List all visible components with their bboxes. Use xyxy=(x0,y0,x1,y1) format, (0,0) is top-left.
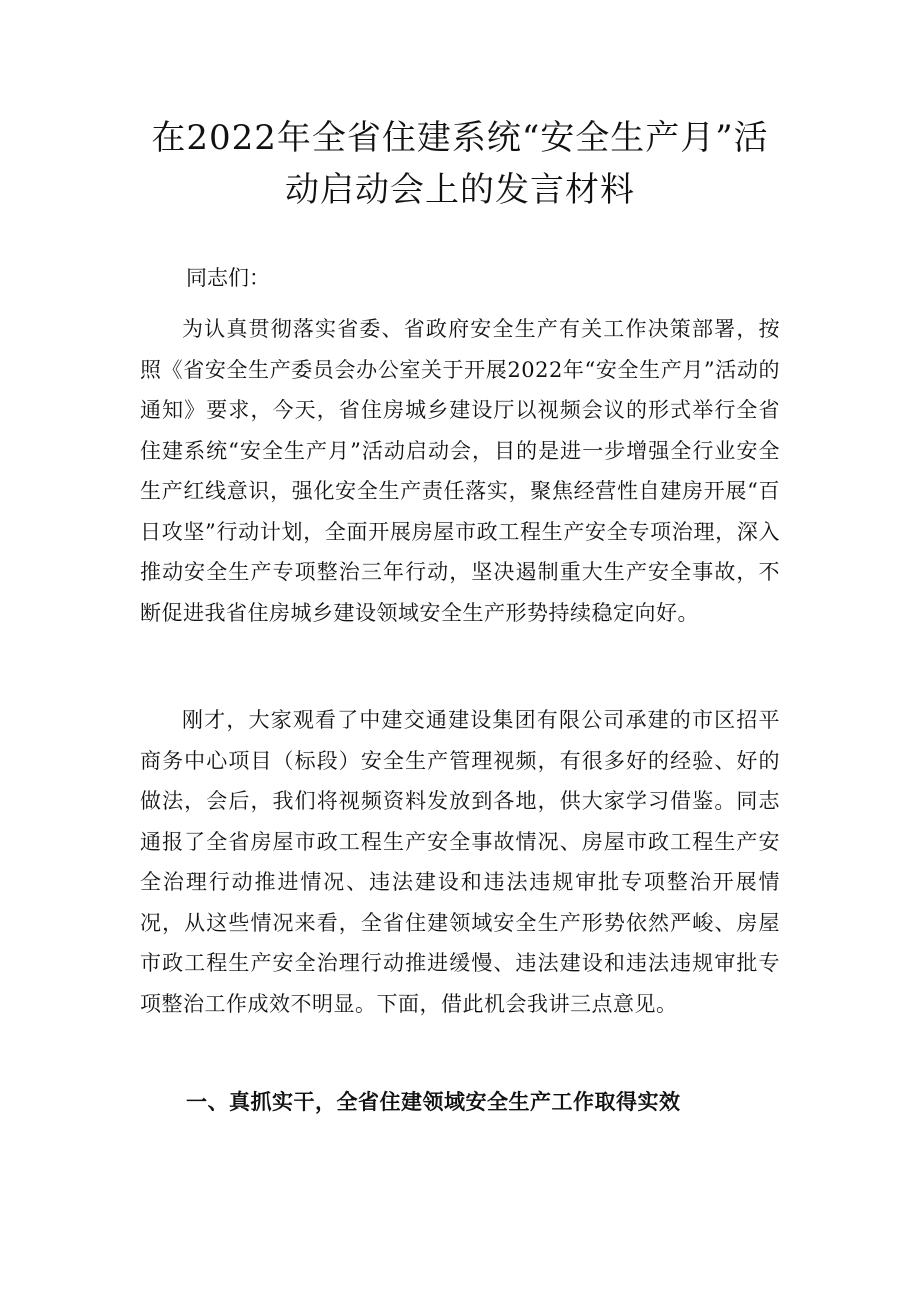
title-line-2: 动启动会上的发言材料 xyxy=(285,170,635,210)
title-line-1: 在2022年全省住建系统“安全生产月”活 xyxy=(151,118,769,158)
paragraph-2: 刚才，大家观看了中建交通建设集团有限公司承建的市区招平商务中心项目（标段）安全生产管理视频，有很多好的经验、好的做法，会后，我们将视频资料发放到各地，供大家学习借鉴。同志通报了全省房屋市政工程生产安全事故情况、房屋市政工程生产安全治理行动推进情况、违法建设和违法违规审批专项整治开展情况，从这些情况来看，全省住建领域安全生产形势依然严峻、房屋市政工程生产安全治理行动推进缓慢、违法建设和违法违规审批专项整治工作成效不明显。下面，借此机会我讲三点意见。 xyxy=(140,708,780,1016)
section-heading-1: 一、真抓实干，全省住建领域安全生产工作取得实效 xyxy=(186,1089,681,1114)
paragraph-1: 为认真贯彻落实省委、省政府安全生产有关工作决策部署，按照《省安全生产委员会办公室关于开展2022年“安全生产月”活动的通知》要求，今天，省住房城乡建设厅以视频会议的形式举行全省住建系统“安全生产月”活动启动会，目的是进一步增强全行业安全生产红线意识，强化安全生产责任落实，聚焦经营性自建房开展“百日攻坚”行动计划，全面开展房屋市政工程生产安全专项治理，深入推动安全生产专项整治三年行动，坚决遏制重大生产安全事故，不断促进我省住房城乡建设领域安全生产形势持续稳定向好。 xyxy=(140,317,780,625)
document-title xyxy=(120,112,800,216)
salutation: 同志们： xyxy=(186,266,270,290)
